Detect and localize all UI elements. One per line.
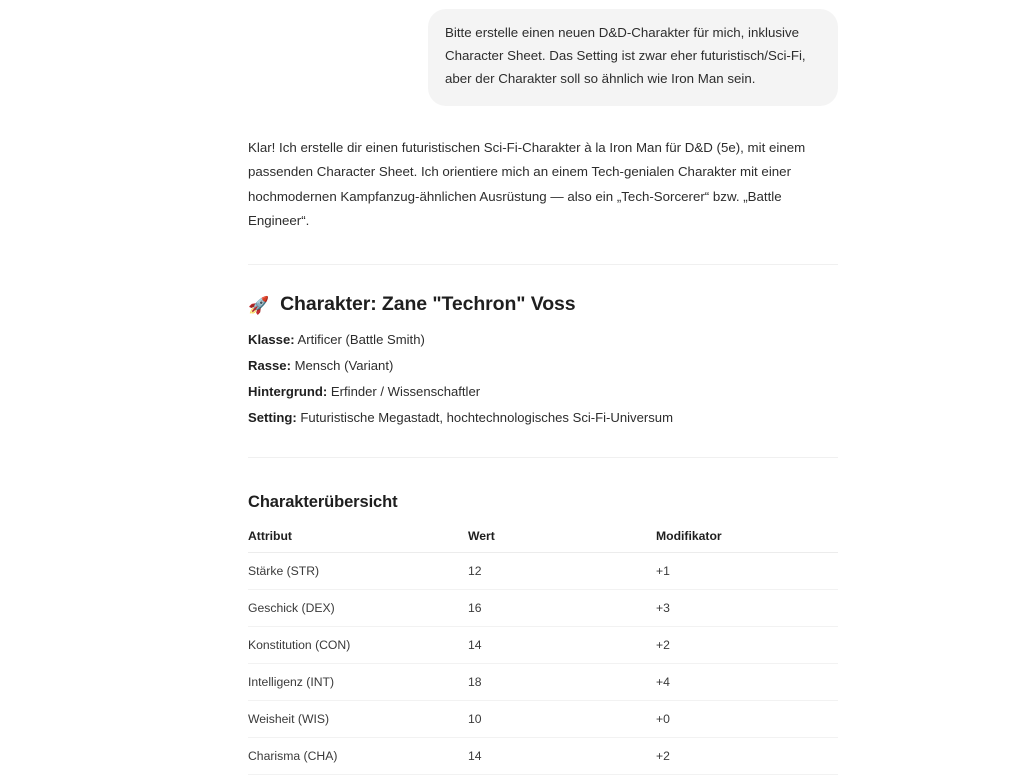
table-row bbox=[248, 552, 838, 589]
table-row bbox=[248, 589, 838, 626]
user-message-row bbox=[248, 0, 838, 106]
cell-wert: 12 bbox=[468, 552, 656, 589]
table-body bbox=[248, 552, 838, 774]
cell-modifikator: +2 bbox=[656, 626, 838, 663]
table-header bbox=[248, 529, 838, 553]
meta-line-klasse bbox=[248, 329, 838, 352]
cell-modifikator: +1 bbox=[656, 552, 838, 589]
cell-wert: 10 bbox=[468, 700, 656, 737]
table-row bbox=[248, 737, 838, 774]
user-message-bubble: Bitte erstelle einen neuen D&D-Charakter für mich, inklusive Character Sheet. Das Setting ist zwar eher futuristisch/Sci-Fi, aber der Charakter soll so ähnlich wie Iron Man sein. bbox=[428, 9, 838, 106]
meta-line-rasse bbox=[248, 355, 838, 378]
table-header-row bbox=[248, 529, 838, 553]
cell-modifikator: +4 bbox=[656, 663, 838, 700]
cell-attribut: Geschick (DEX) bbox=[248, 589, 468, 626]
column-header-wert: Wert bbox=[468, 529, 656, 553]
meta-line-setting bbox=[248, 407, 838, 430]
cell-attribut: Charisma (CHA) bbox=[248, 737, 468, 774]
cell-wert: 18 bbox=[468, 663, 656, 700]
section-divider-top bbox=[248, 264, 838, 265]
cell-wert: 16 bbox=[468, 589, 656, 626]
character-stats-table bbox=[248, 529, 838, 775]
meta-value-rasse: Mensch (Variant) bbox=[294, 357, 394, 373]
cell-modifikator: +3 bbox=[656, 589, 838, 626]
table-row bbox=[248, 700, 838, 737]
section-divider-bottom bbox=[248, 457, 838, 458]
table-row bbox=[248, 663, 838, 700]
meta-line-hintergrund bbox=[248, 381, 838, 404]
meta-key-hintergrund: Hintergrund: bbox=[248, 383, 328, 399]
cell-wert: 14 bbox=[468, 737, 656, 774]
cell-modifikator: +2 bbox=[656, 737, 838, 774]
table-row bbox=[248, 626, 838, 663]
meta-key-rasse: Rasse: bbox=[248, 357, 291, 373]
meta-key-klasse: Klasse: bbox=[248, 331, 295, 347]
character-heading bbox=[248, 293, 838, 316]
meta-value-hintergrund: Erfinder / Wissenschaftler bbox=[330, 383, 481, 399]
conversation-thread bbox=[248, 0, 838, 775]
assistant-intro-paragraph: Klar! Ich erstelle dir einen futuristischen Sci-Fi-Charakter à la Iron Man für D&D (5e), mit einem passenden Character Sheet. Ich orientiere mich an einem Tech-genialen Charakter mit einer hochmodernen Kampfanzug-ähnlichen Ausrüstung — also ein „Tech-Sorcerer“ bzw. „Battle Engineer“. bbox=[248, 139, 806, 229]
cell-attribut: Weisheit (WIS) bbox=[248, 700, 468, 737]
cell-wert: 14 bbox=[468, 626, 656, 663]
section-title-charakteruebersicht: Charakterübersicht bbox=[248, 492, 398, 511]
cell-attribut: Intelligenz (INT) bbox=[248, 663, 468, 700]
column-header-attribut: Attribut bbox=[248, 529, 468, 553]
column-header-modifikator: Modifikator bbox=[656, 529, 838, 553]
character-meta-list bbox=[248, 329, 838, 430]
cell-modifikator: +0 bbox=[656, 700, 838, 737]
meta-value-klasse: Artificer (Battle Smith) bbox=[297, 331, 425, 347]
character-heading-title: Charakter: Zane "Techron" Voss bbox=[280, 292, 576, 315]
cell-attribut: Konstitution (CON) bbox=[248, 626, 468, 663]
meta-key-setting: Setting: bbox=[248, 410, 297, 425]
meta-value-setting: Futuristische Megastadt, hochtechnologisches Sci-Fi-Universum bbox=[300, 410, 673, 425]
cell-attribut: Stärke (STR) bbox=[248, 552, 468, 589]
rocket-emoji: 🚀 bbox=[248, 295, 270, 315]
